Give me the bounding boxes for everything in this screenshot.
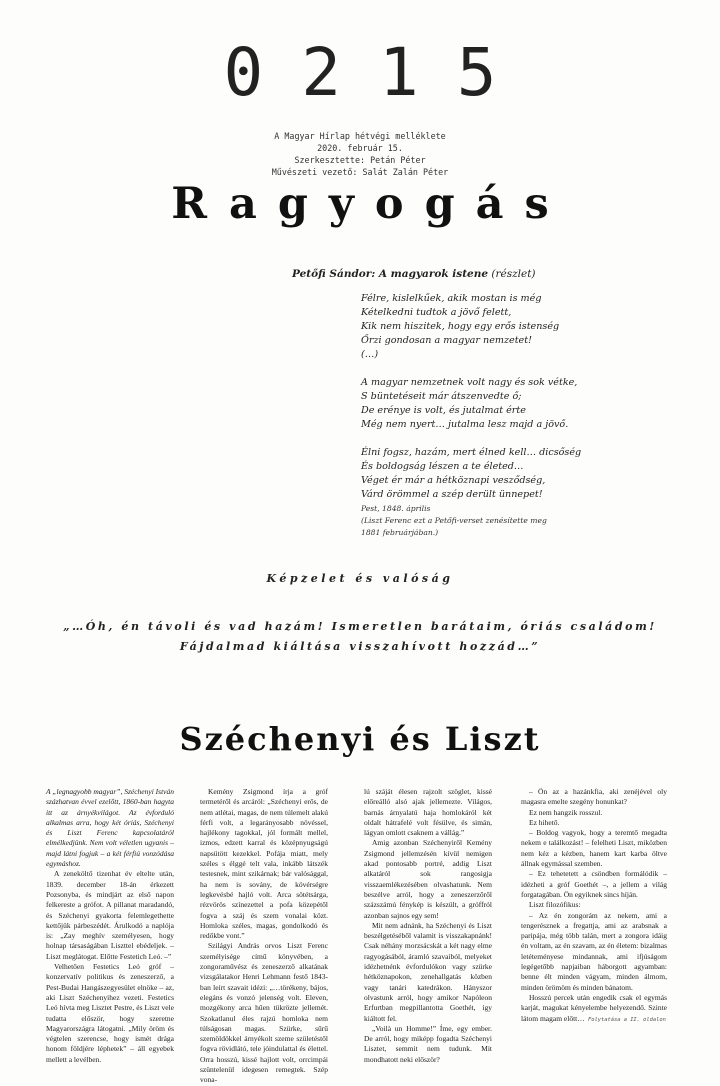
poem-line: S büntetéseit már átszenvedte ő; (361, 391, 522, 402)
poem-stanza (361, 446, 581, 502)
issue-number: 0215 (223, 34, 535, 111)
article-paragraph: Ez nem hangzik rosszul. (529, 807, 603, 817)
poem-line: Kik nem hiszitek, hogy egy erős istenség (361, 321, 560, 332)
article-paragraph: Liszt filozófikus: (529, 900, 581, 910)
article-column-1 (46, 787, 174, 1065)
masthead-art-director: Művészeti vezető: Salát Zalán Péter (271, 167, 449, 177)
poem-line: Várd örömmel a szép derült ünnepet! (361, 489, 543, 500)
masthead-publication: A Magyar Hírlap hétvégi melléklete (274, 131, 446, 141)
pull-quote (0, 617, 720, 657)
article-column-3 (364, 787, 492, 1065)
masthead (0, 130, 720, 178)
poem-line: Még nem nyert… jutalma lesz majd a jövő. (361, 419, 569, 430)
article-paragraph: lú száját élesen rajzolt szöglet, kissé előreálló alsó ajak jellemezte. Világos, barnás árnyalatú haja homlokáról két oldalt hátrafelé volt fésülve, és simán, lágyan omlott csaknem a vállág.” (364, 787, 492, 838)
article-paragraph: Hosszú percek után engedik csak el egymás karját, magukat kényelembe helyezendő. Szinte látom magam előtt… (521, 992, 667, 1023)
article-paragraph: – Ön az a hazánkfia, aki zenéjével oly magasra emelte szegény honunkat? (521, 787, 667, 807)
poem-line: (…) (361, 349, 379, 360)
article-paragraph: A zeneköltő tizenhat év eltelte után, 1839. december 18-án érkezett Pozsonyba, és mindjárt az első napon felkereste a grófot. A pillanat maradandó, és Széchenyi gyakorta felemlegethette kettőjük párbeszédét. Árulkodó a naplója is: „Zay meghív személyesen, hogy holnap társaságában Liszttel ebédeljek. – Liszt meglátogat. Előtte Festetich Leó. –” (46, 869, 174, 961)
article-paragraph: Mit nem adnánk, ha Széchenyi és Liszt beszélgetéséből valamit is visszakapnánk! Csak néhány morzsácskát a két nagy elme ragyogásából, áramló szavaiból, melyeket idézhetnénk évfordulókon vagy szürke hétköznapokon, zenehallgatás közben vagy tanári katedrákon. Hányszor olvastunk arról, hogy amikor Napóleon Erfurtban megpillantotta Goethét, így kiáltott fel. (364, 920, 492, 1023)
article-paragraph: Ez hihető. (529, 817, 560, 827)
poem-title-author: Petőfi Sándor: A magyarok istene (292, 268, 489, 280)
article-paragraph: Kemény Zsigmond írja a gróf termetéről és arcáról: „Széchenyi erős, de nem atlétai, magas, de nem túlemelt alakú férfi volt, a legarányosabb növéssel, hajlékony tagokkal, jól formált mellel, izmos, edzett karral és középnyugságú napsütött kezekkel. Pofája miatt, mely széles s élggé telt vala, inkább látszék testesnek, mint szikárnak; bár valósággal, ha nem is sovány, de kövérségre legkevésbé hajló volt. Arca sötétsárga, rézvörös színezettel a pofa közepétől fogva a száj és szem vonalai közt. Homloka széles, magas, gondolkodó és redőkbe vont.” (200, 787, 328, 941)
poem-line: És boldogság lészen a te életed… (361, 461, 524, 472)
poem-line: A magyar nemzetnek volt nagy és sok vétke, (361, 377, 578, 388)
continuation-note[interactable]: Folytatása a II. oldalon (588, 1017, 666, 1023)
poem-line: Kételkedni tudtok a jövő felett, (361, 307, 512, 318)
poem-note-line: 1881 februárjában.) (361, 528, 439, 537)
poem-note-line: Pest, 1848. április (361, 504, 431, 513)
article-paragraph: „Voilà un Homme!” Íme, egy ember. De arról, hogy miképp fogadta Széchenyi Lisztet, semmit nem tudunk. Mit mondhatott neki először? (364, 1023, 492, 1064)
article-paragraph: – Boldog vagyok, hogy a teremtő megadta nekem e találkozást! – felelheti Liszt, miközben nem kéz a kézben, hanem kart karba öltve állnak egymással szemben. (521, 828, 667, 869)
pull-quote-line: „…Óh, én távoli és vad hazám! Ismeretlen barátaim, óriás családom! (63, 620, 657, 633)
article-column-4 (521, 787, 667, 1024)
article-paragraph: – Ez tehetetett a csöndben formálódik – idézheti a gróf Goethét –, a jellem a világ forgatagában. Ön egyiknek sincs híján. (521, 869, 667, 899)
article-column-2 (200, 787, 328, 1086)
poem-stanza (361, 292, 581, 362)
poem-line: Véget ér már a hétköznapi vesződség, (361, 475, 546, 486)
poem-note (361, 503, 547, 539)
section-subhead: Képzelet és valóság (266, 572, 454, 585)
article-paragraph: Velhetően Festetics Leó gróf – konzervatív politikus és zeneszerző, a Pest-Budai Hangászegyesület elnöke – az, aki Liszt Széchenyihez vezeti. Festetics Leó hívta meg Lisztet Pestre, és Liszt vele tudatta először, hogy szeretne Magyarországra látogatni. „Mily öröm és végtelen szerencse, hogy ismét drága honom földjére léphetek” – áll egyebek mellett a levélben. (46, 962, 174, 1064)
article-paragraph: Amig azonban Széchenyiről Kemény Zsigmond jellemzésén kívül nemigen akad pontosabb portré, addig Liszt alkatáról sok rangosigja visszaemlékezésében olvashatunk. Nem beszélve arról, hogy a zeneszerzőről százszámú fénykép is készült, a gróffról azonban sajnos egy sem! (364, 838, 492, 920)
poem-body (361, 292, 581, 516)
poem-note-line: (Liszt Ferenc ezt a Petőfi-verset zenésítette meg (361, 516, 547, 525)
article-paragraph: Szilágyi András orvos Liszt Ferenc személyisége című könyvében, a zongoraművész és zeneszerző alkatának vizsgálatakor Henri Lehmann festő 1843-ban leírt szavait idézi: „…törékeny, bájos, elegáns és vonzó jelenség volt. Eleven, mozgékony arca hűen tükrözte jellemét. Szokatlanul éles rajzú homloka nem túlságosan magas. Szürke, sűrű szemöldökkel árnyékolt szeme születéstől fogva rövidlátó, tele jóindulattal és élettel. Orra hosszú, kissé hajlott volt, orrcimpái szüntelenül idegesen remegtek. Szép vona- (200, 941, 328, 1085)
poem-title-excerpt: (részlet) (488, 268, 536, 280)
poem-stanza (361, 376, 581, 432)
article-lead: A „legnagyobb magyar”, Széchenyi István százhatvan évvel ezelőtt, 1860-ban hagyta itt az árnyékvilágot. Az évforduló alkalmas arra, hogy két óriás, Széchenyi és Liszt Ferenc kapcsolatáról elmélkedjünk. Nem volt véletlen ugyanis – majd látni fogjuk – a két férfiú vonzódása egymáshoz. (46, 787, 174, 869)
poem-line: Élni fogsz, hazám, mert élned kell… dicsőség (361, 447, 582, 458)
poem-line: De erénye is volt, és jutalmat érte (361, 405, 526, 416)
article-title: Széchenyi és Liszt (179, 720, 541, 758)
pull-quote-line: Fájdalmad kiáltása visszahívott hozzád…” (179, 640, 541, 653)
masthead-editor: Szerkesztette: Petán Péter (294, 155, 426, 165)
article-paragraph: – Az én zongorám az nekem, ami a tengerésznek a fregattja, ami az arabsnak a paripája, még több talán, mert a zongora idáig én voltam, az én szavam, az én életem: bizalmas letéteményese mindannak, ami ifjúságom legégetőbb napjaiban háborgott agyamban: benne élt minden vágyam, minden álmom, minden örömöm és minden bánatom. (521, 910, 667, 992)
poem-line: Őrzi gondosan a magyar nemzetet! (361, 335, 532, 346)
poem-line: Félre, kislelkűek, akik mostan is még (361, 293, 542, 304)
page-title: Ragyogás (171, 179, 570, 229)
masthead-date: 2020. február 15. (317, 143, 403, 153)
poem-title (292, 268, 536, 280)
